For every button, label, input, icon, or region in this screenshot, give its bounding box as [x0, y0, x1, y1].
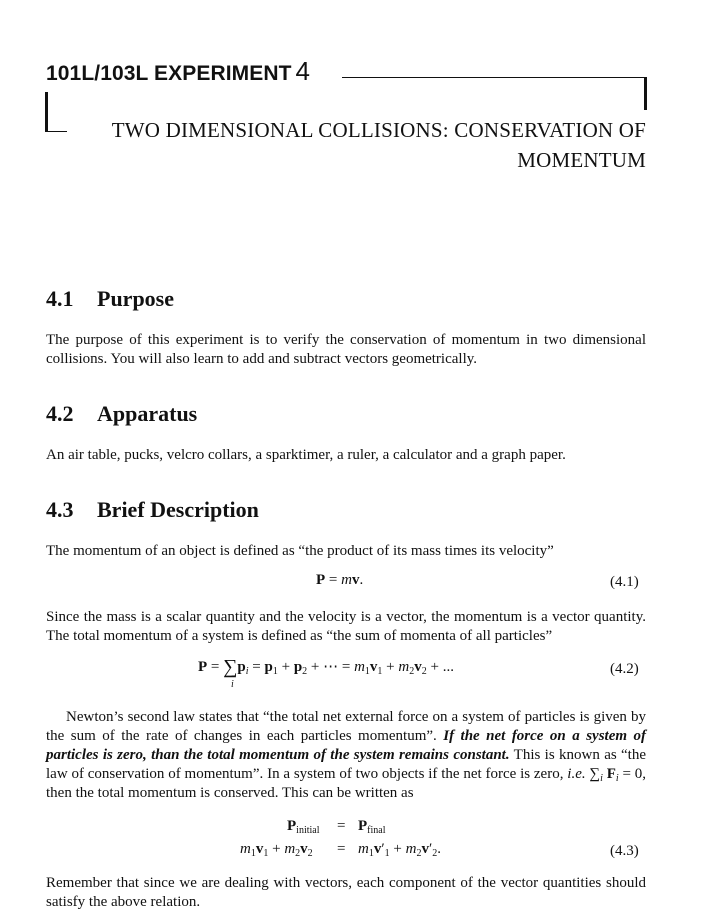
header-rule-left — [45, 92, 48, 132]
equation-4-3-initial: $P_{initial}$ — [287, 818, 320, 836]
vector-quantity-paragraph: Since the mass is a scalar quantity and the velocity is a vector, the momentum is a vector quantity. The total momentum of a system is defined as “the sum of momenta of all particles” — [46, 609, 646, 644]
chapter-title-line-2: MOMENTUM — [517, 148, 646, 172]
equation-number: (4.2) — [610, 661, 639, 677]
purpose-paragraph: The purpose of this experiment is to verify the conservation of momentum in two dimensional collisions. You will also learn to add and subtract vectors geometrically. — [46, 332, 646, 367]
equation-4-3-final: $P_{final}$ — [358, 818, 386, 836]
header-rule-right — [644, 77, 647, 110]
newton-law-paragraph — [46, 708, 646, 803]
header-rule-top — [342, 77, 645, 78]
newton-ie: i.e. — [567, 766, 586, 782]
newton-text-a: Newton’s second law states that “the total net external force on a system of particles is given by the sum of the rate of changes in each particles momentum”. — [46, 709, 646, 744]
equation-4-2: $P = \sum p_i = p_1 + p_2$ + ⋯ = $m_1v_1 + m_2v_2$ + ... — [198, 656, 454, 678]
section-number: 4.1 — [46, 286, 74, 311]
equation-number: (4.3) — [610, 843, 639, 859]
equation-4-3-rhs: $m_1v'_1 + m_2v'_2$. — [358, 841, 441, 859]
newton-emphasis: If the net force on a system of particles is zero, than the total momentum of the system remains constant. — [46, 728, 646, 763]
final-subscript: final — [367, 825, 386, 836]
equation-4-3-equals-2: = — [337, 841, 346, 857]
equation-number: (4.1) — [610, 574, 639, 590]
section-heading-purpose — [46, 286, 174, 312]
chapter-title-line-1: TWO DIMENSIONAL COLLISIONS: CONSERVATION OF — [111, 118, 646, 142]
experiment-header — [46, 56, 310, 87]
section-title: Apparatus — [97, 401, 198, 426]
vector-components-paragraph: Remember that since we are dealing with vectors, each component of the vector quantities should satisfy the above relation. — [46, 875, 646, 910]
equation-4-1: P = mv. — [316, 572, 364, 588]
newton-text-c: This is known as “the law of conservation of momentum”. In a system of two objects if the net force is zero, — [46, 747, 647, 782]
equation-4-3-equals-1: = — [337, 818, 346, 834]
equation-4-3-lhs: $m_1v_1 + m_2v_2$ — [240, 841, 313, 859]
summation-index: i — [231, 679, 234, 690]
summation-symbol: ∑ — [223, 656, 238, 678]
net-force-zero-math: $\sum_i$ $F_i = 0$ — [589, 766, 643, 784]
experiment-number: 4 — [295, 56, 311, 86]
apparatus-paragraph: An air table, pucks, velcro collars, a sparktimer, a ruler, a calculator and a graph paper. — [46, 447, 566, 463]
initial-subscript: initial — [296, 825, 320, 836]
momentum-definition-paragraph: The momentum of an object is defined as “the product of its mass times its velocity” — [46, 543, 554, 559]
section-title: Purpose — [97, 286, 174, 311]
section-heading-brief-description — [46, 497, 259, 523]
section-number: 4.3 — [46, 497, 74, 522]
section-title: Brief Description — [97, 497, 259, 522]
section-heading-apparatus — [46, 401, 197, 427]
newton-text-d: , then the total momentum is conserved. This can be written as — [46, 766, 647, 801]
section-number: 4.2 — [46, 401, 74, 426]
header-rule-bottom — [45, 131, 67, 132]
chapter-title — [70, 115, 646, 175]
experiment-course-label: 101L/103L EXPERIMENT — [46, 62, 292, 85]
